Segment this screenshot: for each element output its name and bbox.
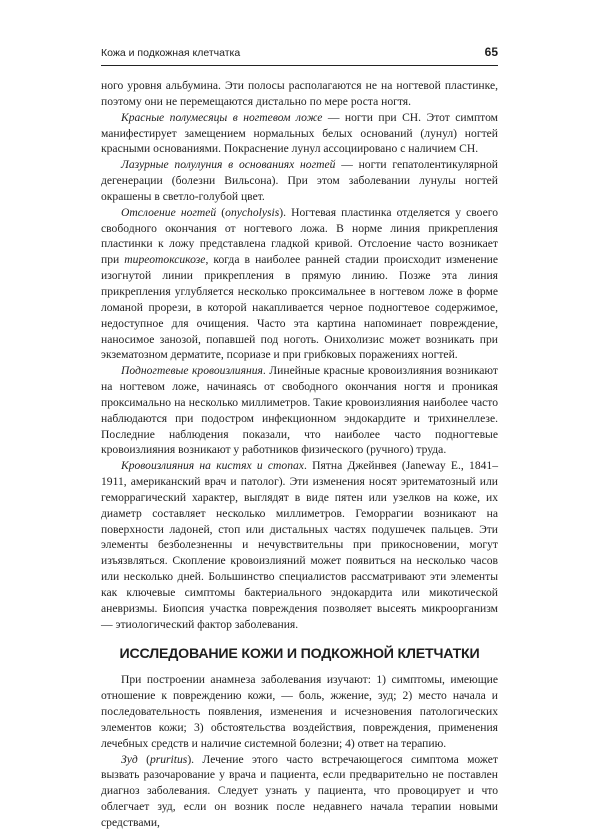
running-header (101, 43, 498, 66)
term-azure-lunulae: Лазурные полулуния в основаниях ногтей (121, 158, 336, 172)
latin-pruritus: pruritus (149, 752, 188, 766)
chapter-title: Кожа и подкожная клетчатка (101, 47, 241, 59)
term-red-lunulae: Красные полумесяцы в ногтевом ложе (121, 110, 323, 124)
latin-onycholysis: onycholysis (225, 205, 280, 219)
page-number: 65 (484, 45, 498, 59)
paragraph-pruritus: Зуд (pruritus). Лечение этого часто встречающегося симптома может вызвать разочарование у врача и пациента, если предварительно не поставлен диагноз заболевания. Следует узнать у пациента, что провоцирует и что облегчает зуд, если он возник после недавнего начала терапии новыми средствами, (101, 752, 498, 829)
term-thyrotoxicosis: тиреотоксикозе (124, 253, 206, 267)
term-subungual-hemorrhages: Подногтевые кровоизлияния (121, 364, 263, 378)
page-body (101, 78, 498, 831)
paragraph-janeway: Кровоизлияния на кистях и стопах. Пятна Джейнвея (Janeway E., 1841–1911, американский врач и патолог). Эти изменения носят эритематозный или геморрагический характер, выглядят в виде пятен или узелков на коже, их диаметр составляет несколько миллиметров. Геморрагии возникают на поверхности ладоней, стоп или дистальных частях подушечек пальцев. Эти элементы безболезненны и нечувствительны при прикосновении, могут изъязвляться. Скопление кровоизлияний может появиться на несколько часов или несколько дней. Большинство специалистов рассматривают эти элементы как ключевые симптомы бактериального эндокардита или микотической аневризмы. Биопсия участка повреждения позволяет высеять микроорганизм — этиологический фактор заболевания. (101, 459, 499, 631)
paragraph-red-lunulae: Красные полумесяцы в ногтевом ложе — ногти при СН. Этот симптом манифестирует замещением нормальных белых оснований (лунул) ногтей красными основаниями. Покраснение лунул ассоциировано с наличием СН. (101, 110, 498, 156)
term-onycholysis: Отслоение ногтей (121, 205, 217, 219)
paragraph-anamnesis: При построении анамнеза заболевания изучают: 1) симптомы, имеющие отношение к повреждению кожи, — боль, жжение, зуд; 2) место начала и последовательность появления, изменения и исчезновения патологических элементов кожи; 3) обстоятельства воздействия, повреждения, применения лечебных средств и наличие системной болезни; 4) ответ на терапию. (101, 673, 498, 750)
term-itch: Зуд (121, 752, 138, 766)
term-hand-foot-hemorrhages: Кровоизлияния на кистях и стопах (121, 459, 304, 473)
paragraph-albumin: ного уровня альбумина. Эти полосы располагаются не на ногтевой пластинке, поэтому они не перемещаются дистально по мере роста ногтя. (101, 79, 498, 108)
paragraph-azure-lunulae: Лазурные полулуния в основаниях ногтей — ногти гепатолентикулярной дегенерации (болезни Вильсона). При этом заболевании лунулы ногтей окрашены в светло-голубой цвет. (101, 158, 498, 203)
paragraph-onycholysis: Отслоение ногтей (onycholysis). Ногтевая пластинка отделяется у своего свободного окончания от ногтевого ложа. В норме линия прикрепления пластинки к ложу представлена гладкой кривой. Отслоение часто возникает при тиреотоксикозе, когда в наиболее ранней стадии происходит изменение изогнутой линии прикрепления в прямую линию. Позже эта линия прикрепления углубляется несколько проксимальнее в ногтевом ложе в форме ломаной прорези, в которой накапливается черное подногтевое содержимое, недоступное для очищения. Часто эта картина напоминает повреждение, наносимое занозой, попавшей под ноготь. Онихолизис может возникать при экзематозном дерматите, псориазе и при грибковых поражениях ногтей. (101, 205, 498, 362)
section-heading: ИССЛЕДОВАНИЕ КОЖИ И ПОДКОЖНОЙ КЛЕТЧАТКИ (119, 645, 480, 662)
paragraph-subungual-hemorrhages: Подногтевые кровоизлияния. Линейные красные кровоизлияния возникают на ногтевом ложе, начинаясь от свободного окончания ногтя и проникая проксимально на несколько миллиметров. Такие кровоизлияния наиболее часто наблюдаются при подостром инфекционном эндокардите и трихинеллезе. Последние наблюдения показали, что наиболее часто подногтевые кровоизлияния возникают у работников физического (ручного) труда. (101, 364, 498, 457)
